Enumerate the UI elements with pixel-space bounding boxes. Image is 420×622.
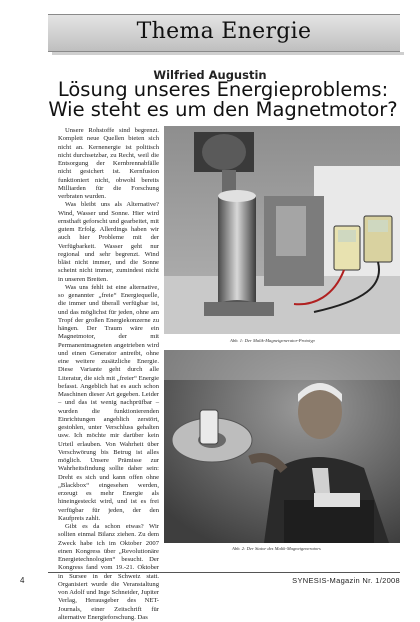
figure-2-photo (164, 350, 400, 543)
speaker-illustration (164, 350, 400, 543)
article-headline (40, 80, 406, 120)
paragraph: Was bleibt uns als Alternative? Wind, Wasser und Sonne. Hier wird ernsthaft geforscht und gearbeitet, mit gutem Erfolg. Allerdings haben wir auch hier Probleme mit der Verfügbarkeit. Wasser geht nur regional und sehr begrenzt. Wind bläst nicht immer, und die Sonne scheint nicht immer, zumindest nicht in unseren Breiten. (58, 201, 159, 283)
section-title: Thema Energie (136, 19, 312, 44)
article-body-column (58, 127, 159, 621)
author-name: Wilfried Augustin (153, 68, 267, 82)
page-number: 4 (20, 576, 25, 585)
paragraph: Gibt es da schon etwas? Wir sollten einmal Bilanz ziehen. Zu dem Zweck habe ich im Oktober 2007 einen Kongress über „Revolutionäre Energietechnologien“ besucht. Der Kongress fand vom 19.-21. Oktober in Sursee in der Schweiz statt. Organisiert wurde die Veranstaltung von Adolf und Inge Schneider, Jupiter Verlag, Herausgeber des NET-Journals, einer Zeitschrift für alternative Energieforschung. Das (58, 523, 159, 621)
footer-rule (48, 572, 400, 573)
paragraph: Unsere Rohstoffe sind begrenzt. Komplett neue Quellen bieten sich nicht an. Kernenergie ist politisch nicht durchsetzbar, zu Recht, weil die Entsorgung der Kernbrennabfälle nicht gesichert ist. Kernfusion funktioniert nicht, obwohl bereits Milliarden für die Forschung verbraten wurden. (58, 127, 159, 200)
figure-2-caption: Abb. 2: Der Stator des Malik-Magnetgenerators (232, 546, 321, 551)
figure-1-photo (164, 126, 400, 334)
header-band (48, 14, 400, 52)
headline-line-2: Wie steht es um den Magnetmotor? (48, 98, 398, 121)
figure-1-caption: Abb. 1: Der Malik-Magnetgenerator-Prototyp (230, 338, 315, 343)
prototype-illustration (164, 126, 400, 334)
magazine-issue: SYNESIS-Magazin Nr. 1/2008 (292, 576, 400, 585)
headline-line-1: Lösung unseres Energieproblems: (57, 78, 389, 101)
header-shadow (52, 52, 404, 55)
paragraph: Was uns fehlt ist eine alternative, so genannter „freie“ Energiequelle, die immer und überall verfügbar ist, und das möglichst für jeden, ohne am Tropf der großen Energiekonzerne zu hängen. Der Traum wäre ein Magnetmotor, der mit Permanentmagneten angetrieben wird und einen Generator antreibt, ohne eine weitere zusätzliche Energie. Diese Variante geht durch alle Literatur, die sich mit „freier“ Energie befasst. Angeblich hat es auch schon Maschinen dieser Art gegeben. Leider – und das ist wenig nachprüfbar – wurden die funktionierenden Einrichtungen angeblich zerstört, gestohlen, unter Verschluss gehalten usw. Ich möchte mir darüber kein Urteil erlauben. Von Wahrheit über Verschwörung bis Betrug ist alles möglich. Unsere Prämisse zur Wahrheitsfindung sollte daher sein: Dreht es sich und kann offen ohne „Blackbox“ eingesehen werden, erzeugt es mehr Energie als hineingesteckt wird, und ist es frei verfügbar für jeden, der den Kaufpreis zahlt. (58, 283, 159, 522)
